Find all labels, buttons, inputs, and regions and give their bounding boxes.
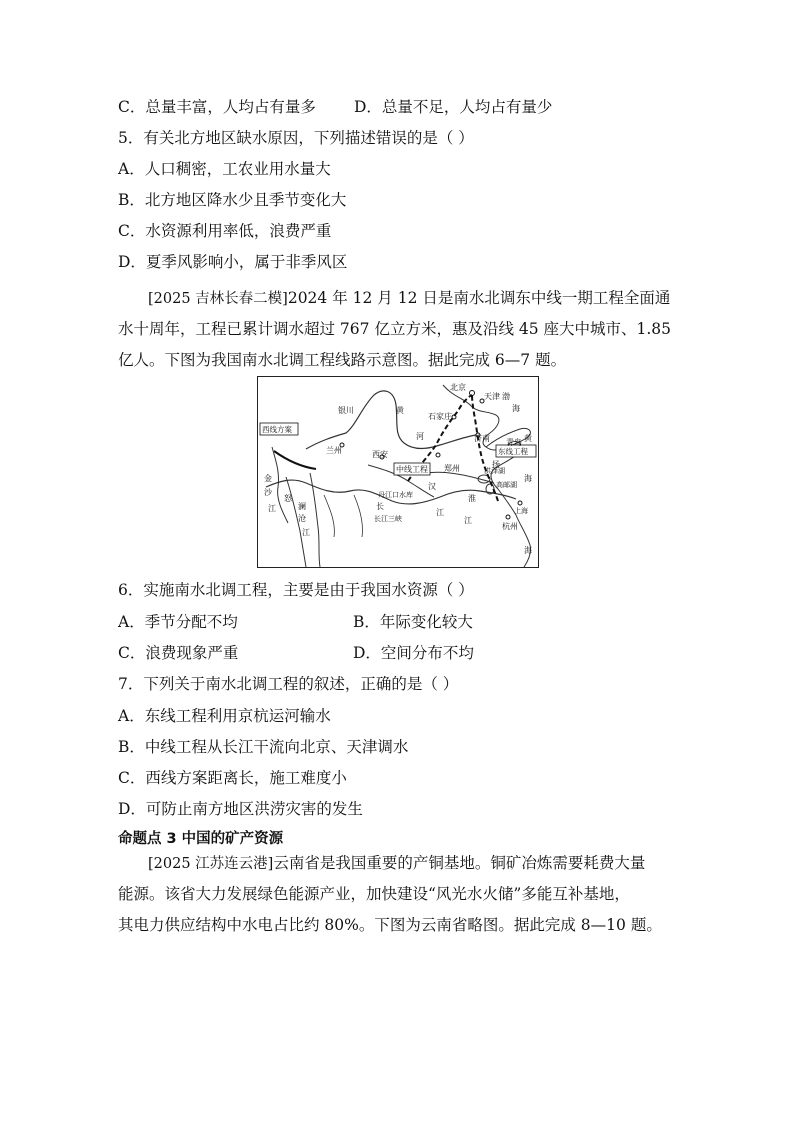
tributary-2 [354,495,363,537]
label-beijing: 北京 [450,383,466,392]
passage2-line1 [148,852,645,875]
label-xian: 西安 [372,450,388,459]
label-jinan: 济南 [474,434,490,443]
label-jiang-1: 江 [436,508,444,517]
q5-stem: 5．有关北方地区缺水原因，下列描述错误的是（ ） [118,129,474,147]
label-danjiangkou: 丹江口水库 [378,491,413,499]
tributary-1 [324,495,334,537]
section3-title: 命题点 3 中国的矿产资源 [118,831,284,847]
passage1-text1: 2024 年 12 月 12 日是南水北调东中线一期工程全面通 [287,289,671,307]
label-zhongxian: 中线工程 [396,465,428,474]
label-yinchuan: 银川 [338,406,354,415]
passage2-text1: 云南省是我国重要的产铜基地。铜矿冶炼需要耗费大量 [273,854,646,872]
label-huanghai: 黄 [524,434,532,443]
q7-option-b: B．中线工程从长江干流向北京、天津调水 [118,738,409,756]
label-lanzhou: 兰州 [326,446,342,455]
shijiazhuang-marker [452,415,456,419]
label-hongze: 洪泽湖 [484,467,505,475]
passage2-source: [2025 江苏连云港] [148,856,274,872]
label-huai: 淮 [468,494,476,503]
q6-options-row1 [118,611,473,633]
label-jiang-3: 江 [268,504,276,513]
q7-option-d: D．可防止南方地区洪涝灾害的发生 [118,800,363,818]
q4-option-c: C．总量丰富，人均占有量多 [118,98,316,116]
q4-options-row [118,96,553,118]
passage1-line2: 水十周年，工程已累计调水超过 767 亿立方米，惠及沿线 45 座大中城市、1.85 [118,320,672,338]
label-lan: 澜 [298,502,306,511]
label-shanghai: 上海 [514,507,528,515]
label-jiang-4: 江 [302,528,310,537]
hangzhou-marker [506,515,510,519]
map-svg [258,377,538,567]
label-hai-3: 海 [524,546,532,555]
q6-option-a: A．季节分配不均 [118,613,238,631]
label-qingdao: 青岛 [506,438,522,447]
q7-stem: 7．下列关于南水北调工程的叙述，正确的是（ ） [118,675,459,693]
q5-option-b: B．北方地区降水少且季节变化大 [118,191,347,209]
label-xixian: 西线方案 [262,425,292,434]
label-hai-1: 海 [512,404,520,413]
q6-option-b: B．年际变化较大 [353,613,473,631]
q6-option-c: C．浪费现象严重 [118,644,239,662]
label-gaoyou: 高邮湖 [496,481,517,489]
label-hai-2: 海 [524,474,532,483]
passage2-line2: 能源。该省大力发展绿色能源产业，加快建设“风光水火储”多能互补基地， [118,885,630,903]
zhengzhou-marker [436,453,440,457]
beijing-marker [470,391,475,396]
label-jin: 金 [264,474,272,483]
label-hangzhou: 杭州 [502,522,518,531]
south-north-water-diversion-map [257,376,539,568]
label-he-1: 河 [416,432,424,441]
west-route-line [274,451,316,469]
label-huang: 黄 [396,406,404,415]
passage1-source: [2025 吉林长春二模] [148,291,288,307]
q6-option-d: D．空间分布不均 [353,644,474,662]
q5-option-a: A．人口稠密，工农业用水量大 [118,160,331,178]
q7-option-c: C．西线方案距离长，施工难度小 [118,769,347,787]
label-tianjin: 天津 [484,392,500,401]
label-bohai-1: 渤 [502,392,510,401]
label-shijiazhuang: 石家庄 [428,412,452,421]
label-han: 汉 [428,482,436,491]
q7-option-a: A．东线工程利用京杭运河输水 [118,707,331,725]
label-zhengzhou: 郑州 [444,464,460,473]
q5-option-c: C．水资源利用率低，浪费严重 [118,222,332,240]
label-yang: 扬 [492,460,500,469]
label-nu: 怒 [284,494,292,503]
label-cang: 沧 [298,514,306,523]
q6-options-row2 [118,642,474,664]
q4-option-d: D．总量不足，人均占有量少 [354,98,553,116]
label-dongxian: 东线工程 [498,447,528,456]
q5-option-d: D．夏季风影响小，属于非季风区 [118,253,348,271]
label-sha: 沙 [264,488,272,497]
label-chang: 长 [376,502,384,511]
label-sanxia: 长江三峡 [374,515,402,523]
shanghai-marker [518,501,522,505]
passage1-line3: 亿人。下图为我国南水北调工程线路示意图。据此完成 6—7 题。 [118,351,567,369]
passage2-line3: 其电力供应结构中水电占比约 80%。下图为云南省略图。据此完成 8—10 题。 [118,916,662,934]
passage1-line1 [148,287,670,310]
q6-stem: 6．实施南水北调工程，主要是由于我国水资源（ ） [118,581,474,599]
label-jiang-2: 江 [464,516,472,525]
